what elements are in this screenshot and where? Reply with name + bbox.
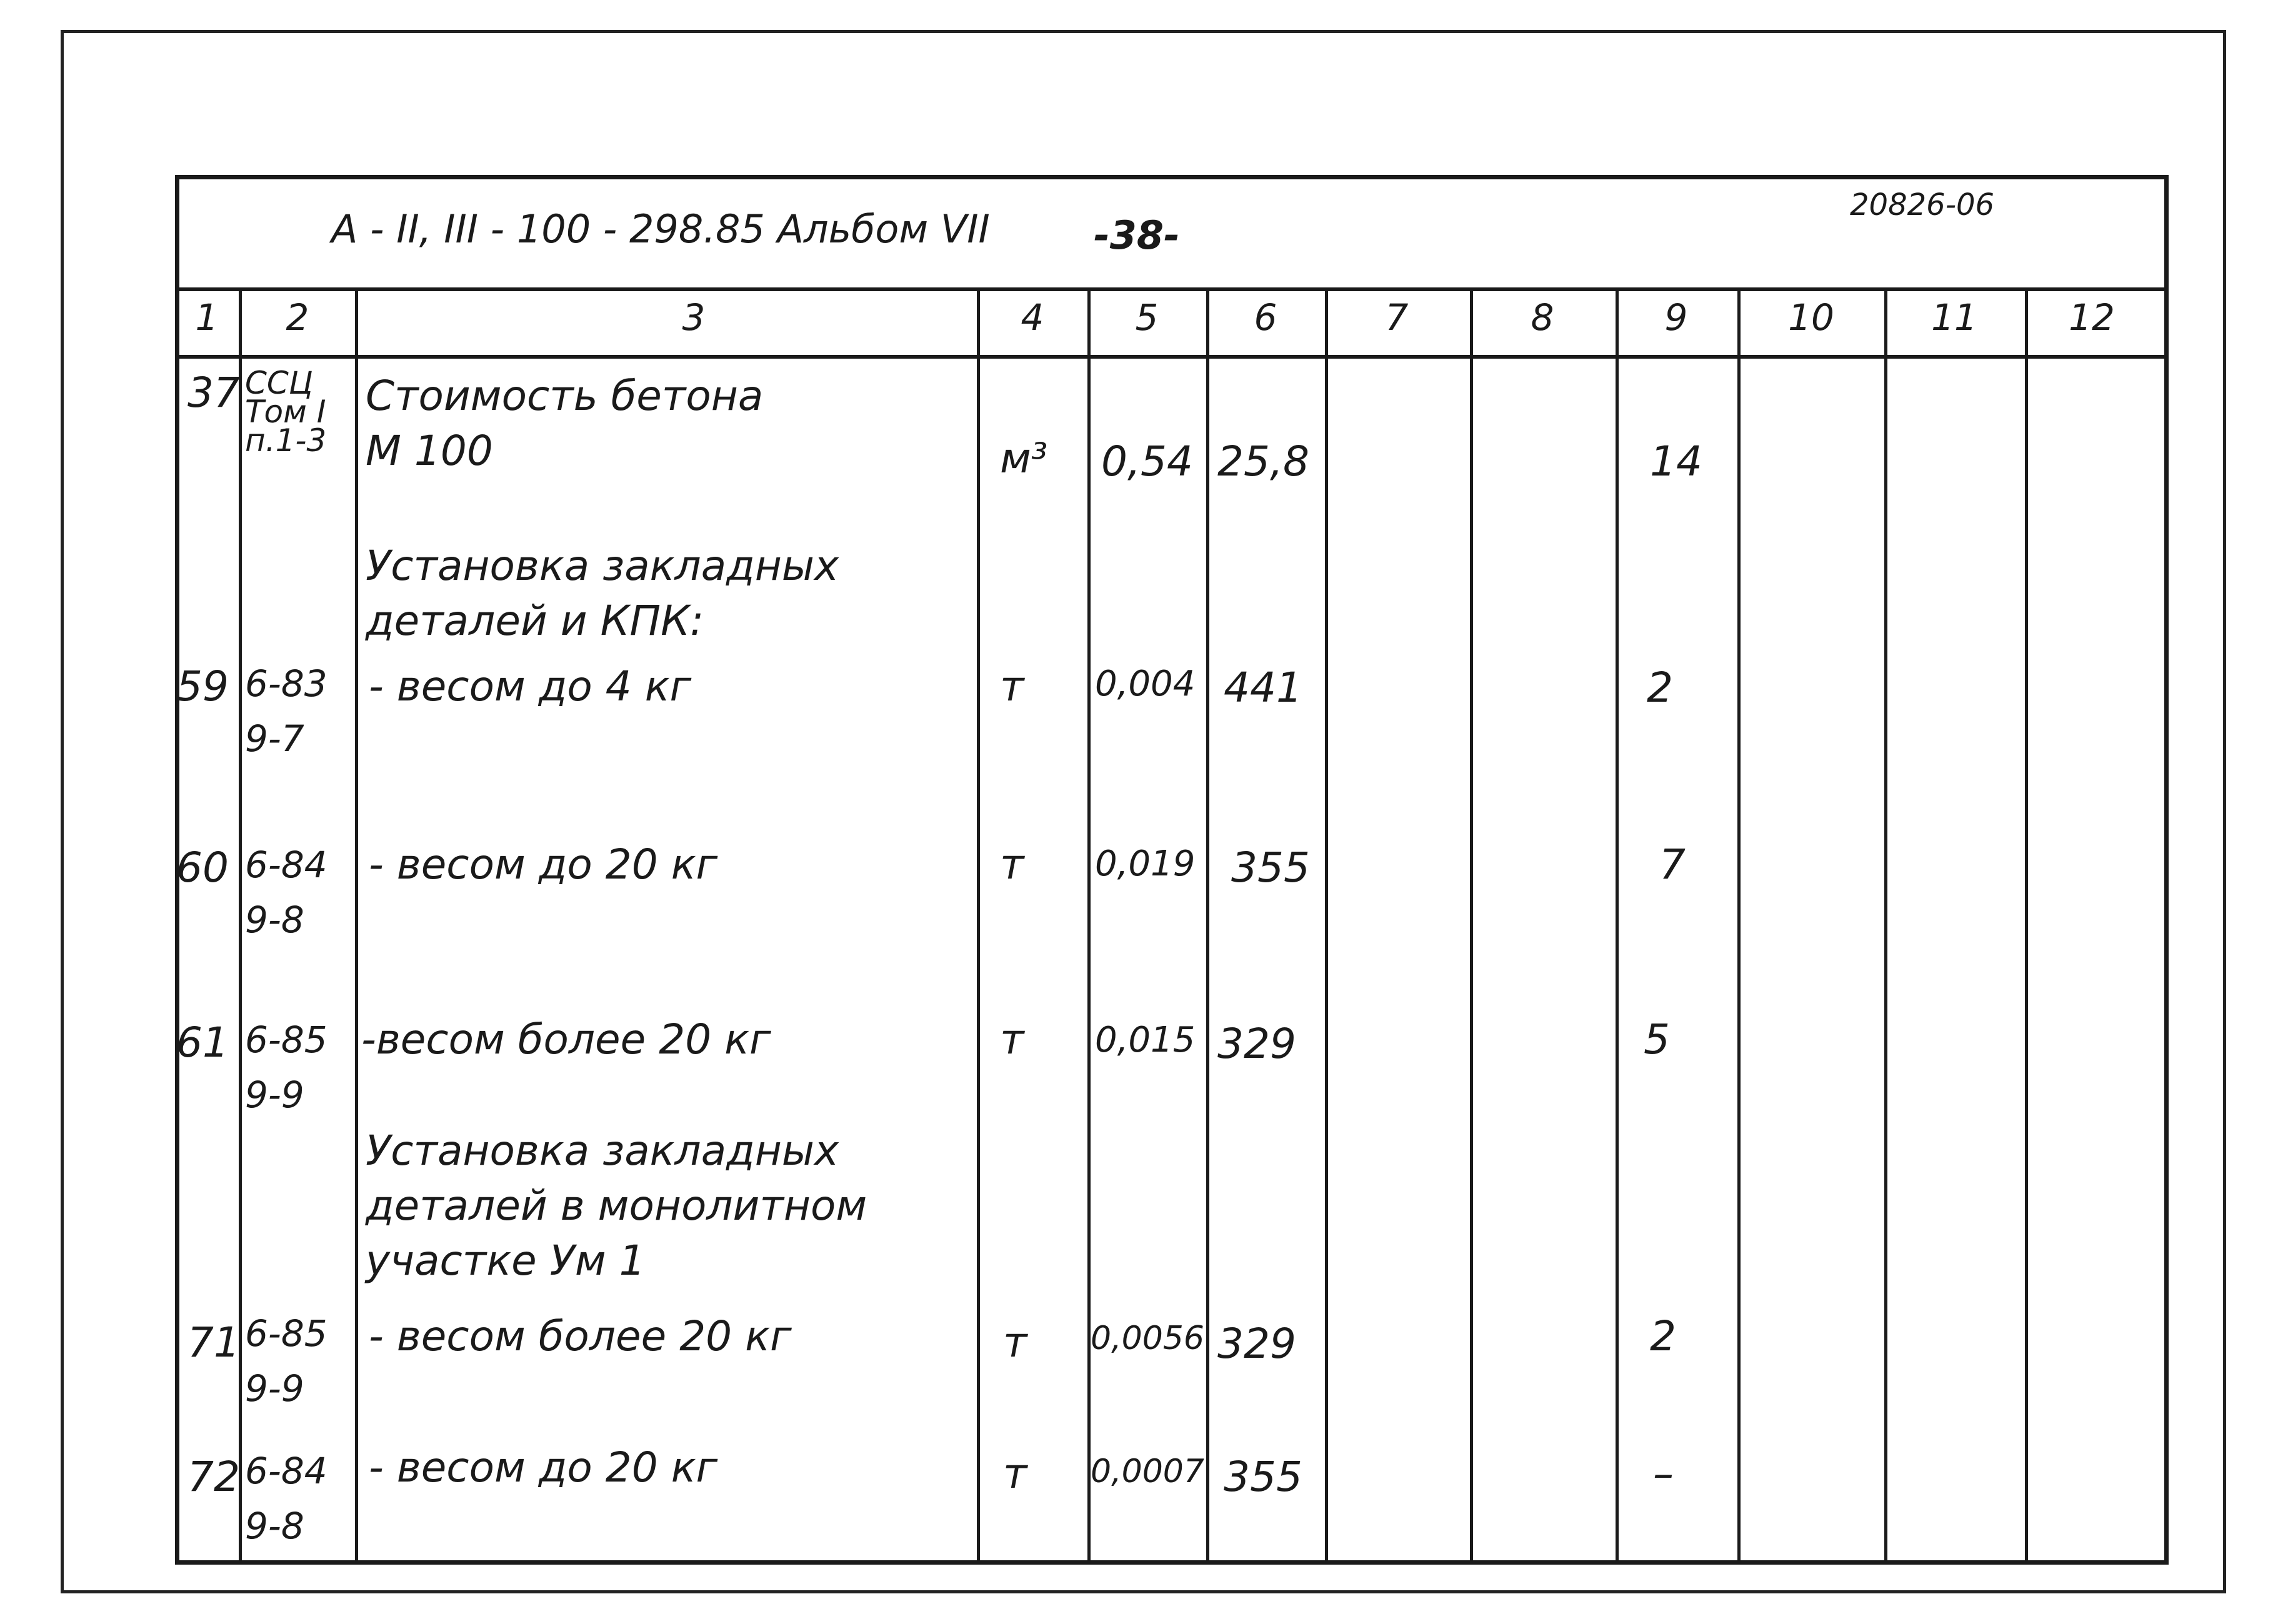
column-rule [1737,287,1741,1565]
column-rule [1884,287,1887,1565]
row-col9: – [1653,1450,1674,1498]
column-number-6: 6 [1254,296,1277,339]
row-description: -весом более 20 кг [361,1015,771,1064]
row-quantity: 0,019 [1095,844,1196,884]
row-reference: 6-85 9-9 [245,1312,327,1410]
row-unit: м³ [1000,434,1048,482]
column-rule [2025,287,2028,1565]
row-number: 37 [187,369,240,417]
row-unit: т [1000,662,1024,710]
column-rule [1616,287,1619,1565]
row-quantity: 0,004 [1095,664,1196,704]
archive-number: 20826-06 [1850,187,1995,222]
header-divider [175,287,2169,291]
row-number: 72 [187,1453,240,1501]
row-unit: т [1000,1015,1024,1064]
row-col9: 7 [1659,840,1686,889]
row-price: 355 [1231,844,1310,892]
row-price: 25,8 [1217,437,1309,486]
row-quantity: 0,0007 [1091,1453,1204,1490]
column-number-3: 3 [682,296,706,339]
section-heading: Установка закладных деталей в монолитном участке Ум 1 [366,1127,867,1285]
row-reference: 6-84 9-8 [245,844,327,941]
row-description: - весом до 20 кг [369,840,718,889]
row-reference: ССЦ Том I п.1-3 [245,365,327,459]
page-number: -38- [1094,212,1180,258]
row-quantity: 0,54 [1101,437,1193,486]
row-price: 355 [1224,1453,1302,1501]
row-reference: 6-83 9-7 [245,662,327,760]
column-header-divider [175,355,2169,359]
row-number: 59 [176,662,229,710]
column-number-7: 7 [1385,296,1409,339]
row-description: Стоимость бетона М 100 [366,372,764,475]
row-unit: т [1003,1318,1027,1367]
column-rule [355,287,358,1565]
column-rule [977,287,980,1565]
column-number-1: 1 [195,296,219,339]
row-quantity: 0,015 [1095,1020,1196,1060]
row-number: 61 [176,1019,229,1067]
column-number-2: 2 [286,296,309,339]
document-code: А - II, III - 100 - 298.85 Альбом VII [331,206,990,252]
row-unit: т [1003,1450,1027,1498]
row-description: - весом до 20 кг [369,1443,718,1492]
row-number: 60 [176,844,229,892]
column-rule [239,287,242,1565]
row-price: 329 [1217,1020,1296,1068]
column-rule [1206,287,1209,1565]
row-quantity: 0,0056 [1091,1320,1204,1357]
column-number-8: 8 [1531,296,1554,339]
column-number-4: 4 [1021,296,1044,339]
row-reference: 6-85 9-9 [245,1019,327,1116]
row-unit: т [1000,840,1024,889]
row-description: - весом до 4 кг [369,662,692,710]
column-number-10: 10 [1788,296,1834,339]
row-reference: 6-84 9-8 [245,1450,327,1547]
row-col9: 2 [1650,1312,1676,1360]
row-number: 71 [187,1318,240,1367]
column-number-12: 12 [2069,296,2115,339]
row-col9: 14 [1650,437,1702,486]
row-price: 441 [1224,664,1302,712]
column-rule [1470,287,1473,1565]
row-col9: 2 [1647,664,1673,712]
row-description: - весом более 20 кг [369,1312,792,1360]
column-number-11: 11 [1931,296,1977,339]
column-rule [1325,287,1328,1565]
row-price: 329 [1217,1320,1296,1368]
column-rule [1087,287,1091,1565]
section-heading: Установка закладных деталей и КПК: [366,542,839,645]
row-col9: 5 [1644,1015,1670,1064]
column-number-5: 5 [1135,296,1159,339]
column-number-9: 9 [1664,296,1688,339]
